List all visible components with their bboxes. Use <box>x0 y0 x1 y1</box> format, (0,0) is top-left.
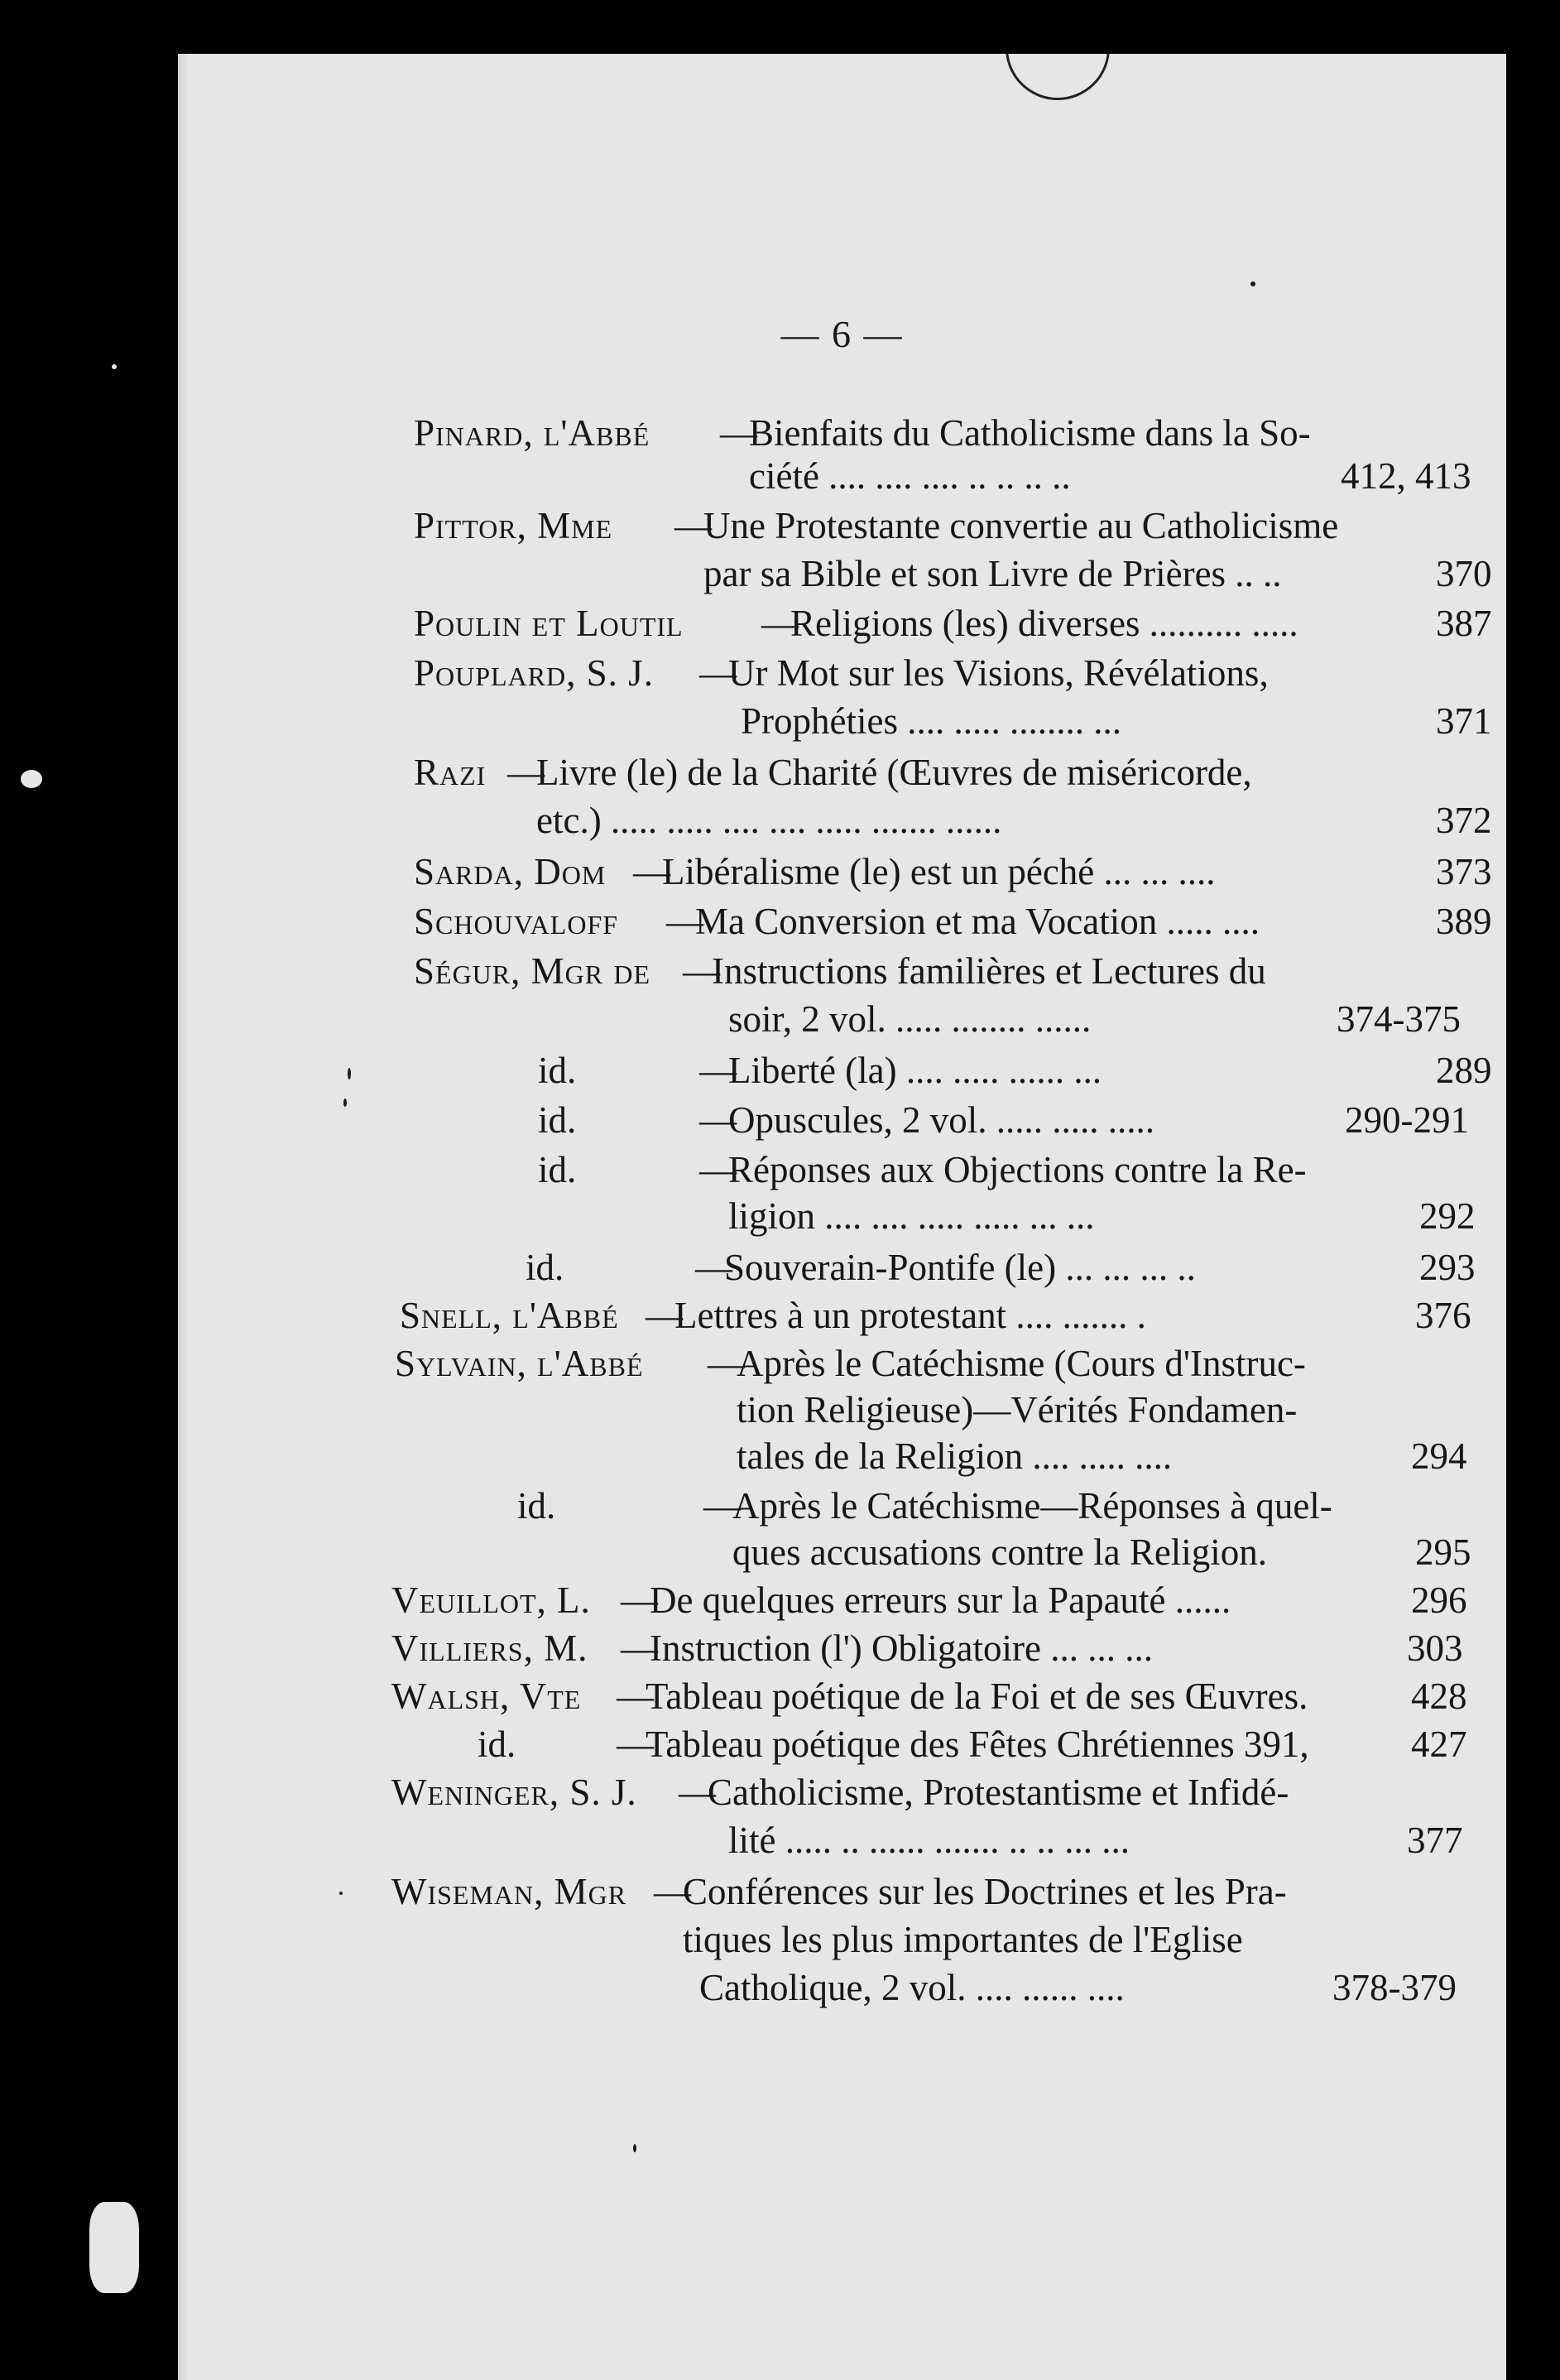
entry-text: Instructions familières et Lectures du <box>712 950 1266 992</box>
entry-line <box>178 847 1506 897</box>
entry-pages: 295 <box>1415 1531 1471 1573</box>
entry-author: Walsh, Vte <box>391 1676 582 1717</box>
entry-text: Tableau poétique des Fêtes Chrétiennes 391, <box>646 1724 1309 1765</box>
entry-text: Religions (les) diverses .......... ..... <box>790 603 1298 644</box>
entry-line <box>178 1291 1506 1340</box>
entry-author: Veuillot, L. <box>391 1579 591 1621</box>
entry-author: id. <box>538 1149 577 1190</box>
entry-pages: 373 <box>1436 851 1492 892</box>
entry-line <box>178 1191 1506 1241</box>
entry-author: Weninger, S. J. <box>391 1772 637 1813</box>
binding-mark <box>1006 54 1110 100</box>
entry-line <box>178 408 1506 458</box>
entry-pages: 370 <box>1436 553 1492 594</box>
entry-text: Ma Conversion et ma Vocation ..... .... <box>695 901 1260 942</box>
entry-author: Pinard, l'Abbé <box>414 412 650 454</box>
entry-text: De quelques erreurs sur la Papauté ...... <box>650 1579 1231 1621</box>
entry-author: Sarda, Dom <box>414 851 607 892</box>
margin-mark <box>112 364 117 369</box>
entry-text: tion Religieuse)—Vérités Fondamen- <box>737 1389 1298 1430</box>
entry-line <box>178 1385 1506 1435</box>
entry-dash: — <box>708 1343 745 1384</box>
entry-dash: — <box>617 1724 654 1765</box>
margin-mark <box>21 770 42 788</box>
entry-line <box>178 946 1506 996</box>
entry-line <box>178 796 1506 845</box>
entry-dash: — <box>761 603 799 644</box>
scan-speck <box>633 2144 636 2152</box>
entry-pages: 376 <box>1415 1295 1471 1336</box>
entry-pages: 296 <box>1411 1579 1467 1621</box>
entry-text: Après le Catéchisme—Réponses à quel- <box>732 1485 1332 1527</box>
entry-pages: 293 <box>1419 1247 1476 1288</box>
entry-author: Wiseman, Mgr <box>391 1871 627 1912</box>
entry-author: Snell, l'Abbé <box>400 1295 619 1336</box>
entry-pages: 290-291 <box>1345 1099 1469 1141</box>
entry-dash: — <box>703 1485 741 1527</box>
entry-text: Conférences sur les Doctrines et les Pra- <box>683 1871 1287 1912</box>
entry-text: Souverain-Pontife (le) ... ... ... .. <box>724 1247 1196 1288</box>
entry-line <box>178 1339 1506 1388</box>
entry-pages: 372 <box>1436 800 1492 841</box>
entry-dash: — <box>617 1676 654 1717</box>
entry-author: Pittor, Mme <box>414 505 613 546</box>
entry-author: Pouplard, S. J. <box>414 652 654 694</box>
entry-line <box>178 1867 1506 1916</box>
entry-line <box>178 1671 1506 1721</box>
entry-pages: 374-375 <box>1337 998 1461 1040</box>
entry-text: Lettres à un protestant .... ....... . <box>674 1295 1146 1336</box>
entry-text: Libéralisme (le) est un péché ... ... .... <box>662 851 1216 892</box>
entry-line <box>178 1431 1506 1481</box>
entry-text: soir, 2 vol. ..... ........ ...... <box>728 998 1092 1040</box>
entry-line <box>178 1095 1506 1145</box>
entry-author: Ségur, Mgr de <box>414 950 651 992</box>
entry-dash: — <box>695 1247 732 1288</box>
entry-author: Razi <box>414 752 487 793</box>
entry-text: Prophéties .... ..... ........ ... <box>741 700 1121 742</box>
entry-text: Catholique, 2 vol. .... ...... .... <box>699 1967 1125 2008</box>
scanned-page <box>178 54 1506 2380</box>
entry-line <box>178 748 1506 797</box>
entry-pages: 389 <box>1436 901 1492 942</box>
scan-speck <box>343 1099 347 1107</box>
entry-line <box>178 1963 1506 2012</box>
entry-author: Sylvain, l'Abbé <box>395 1343 644 1384</box>
entry-author: id. <box>478 1724 516 1765</box>
entry-pages: 303 <box>1407 1628 1463 1669</box>
entry-line <box>178 1767 1506 1817</box>
entry-pages: 371 <box>1436 700 1492 742</box>
entry-text: par sa Bible et son Livre de Prières .. .. <box>703 553 1282 594</box>
entry-text: Livre (le) de la Charité (Œuvres de miséricorde, <box>536 752 1252 793</box>
entry-dash: — <box>633 851 670 892</box>
margin-mark <box>89 2202 139 2293</box>
entry-pages: 387 <box>1436 603 1492 644</box>
entry-pages: 289 <box>1436 1050 1492 1091</box>
entry-text: ligion .... .... ..... ..... ... ... <box>728 1195 1095 1237</box>
entry-line <box>178 1046 1506 1095</box>
entry-author: Poulin et Loutil <box>414 603 684 644</box>
entry-author: id. <box>538 1099 577 1141</box>
entry-dash: — <box>507 752 545 793</box>
entry-line <box>178 897 1506 946</box>
entry-text: lité ..... .. ...... ....... .. .. ... ... <box>728 1820 1130 1861</box>
entry-dash: — <box>621 1628 658 1669</box>
entry-pages: 428 <box>1411 1676 1467 1717</box>
entry-line <box>178 1719 1506 1769</box>
entry-dash: — <box>654 1871 691 1912</box>
scan-speck <box>339 1892 343 1895</box>
entry-text: Après le Catéchisme (Cours d'Instruc- <box>737 1343 1306 1384</box>
entry-dash: — <box>699 1050 737 1091</box>
entry-dash: — <box>666 901 703 942</box>
entry-text: Instruction (l') Obligatoire ... ... ... <box>650 1628 1153 1669</box>
entry-text: Liberté (la) .... ..... ...... ... <box>728 1050 1102 1091</box>
entry-line <box>178 1527 1506 1577</box>
entry-pages: 427 <box>1411 1724 1467 1765</box>
entry-text: Opuscules, 2 vol. ..... ..... ..... <box>728 1099 1154 1141</box>
scan-speck <box>1250 281 1255 286</box>
entry-author: id. <box>526 1247 564 1288</box>
entry-line <box>178 549 1506 599</box>
entry-pages: 412, 413 <box>1341 455 1471 497</box>
entry-line <box>178 696 1506 746</box>
entry-line <box>178 1575 1506 1625</box>
entry-line <box>178 1243 1506 1292</box>
scan-speck <box>348 1068 351 1079</box>
entry-line <box>178 451 1506 501</box>
entry-text: Tableau poétique de la Foi et de ses Œuvres. <box>646 1676 1308 1717</box>
entry-dash: — <box>683 950 720 992</box>
entry-dash: — <box>621 1579 658 1621</box>
entry-pages: 292 <box>1419 1195 1476 1237</box>
entry-line <box>178 994 1506 1044</box>
entry-text: ciété .... .... .... .. .. .. .. <box>749 455 1071 497</box>
entry-line <box>178 1915 1506 1964</box>
entry-dash: — <box>646 1295 683 1336</box>
entry-text: etc.) ..... ..... .... .... ..... ....... ...... <box>536 800 1002 841</box>
entry-text: Catholicisme, Protestantisme et Infidé- <box>708 1772 1289 1813</box>
entry-line <box>178 1145 1506 1195</box>
entry-text: ques accusations contre la Religion. <box>732 1531 1268 1573</box>
entry-text: Réponses aux Objections contre la Re- <box>728 1149 1307 1190</box>
entry-line <box>178 648 1506 698</box>
entry-author: id. <box>517 1485 556 1527</box>
entry-pages: 378-379 <box>1332 1967 1457 2008</box>
entry-dash: — <box>720 412 757 454</box>
entry-dash: — <box>699 652 737 694</box>
entry-line <box>178 1815 1506 1865</box>
entry-text: Une Protestante convertie au Catholicisme <box>703 505 1339 546</box>
entry-dash: — <box>674 505 712 546</box>
entry-author: Schouvaloff <box>414 901 619 942</box>
entry-line <box>178 1481 1506 1531</box>
entry-author: Villiers, M. <box>391 1628 588 1669</box>
entry-text: tiques les plus importantes de l'Eglise <box>683 1919 1243 1960</box>
entry-dash: — <box>699 1149 737 1190</box>
entry-line <box>178 501 1506 551</box>
page-number: — 6 — <box>780 313 904 355</box>
entry-pages: 294 <box>1411 1435 1467 1477</box>
entry-author: id. <box>538 1050 577 1091</box>
entry-text: Bienfaits du Catholicisme dans la So- <box>749 412 1311 454</box>
entry-pages: 377 <box>1407 1820 1463 1861</box>
entry-line <box>178 599 1506 648</box>
entry-line <box>178 1623 1506 1673</box>
entry-dash: — <box>679 1772 716 1813</box>
entry-dash: — <box>699 1099 737 1141</box>
entry-text: Ur Mot sur les Visions, Révélations, <box>728 652 1269 694</box>
entry-text: tales de la Religion .... ..... .... <box>737 1435 1173 1477</box>
